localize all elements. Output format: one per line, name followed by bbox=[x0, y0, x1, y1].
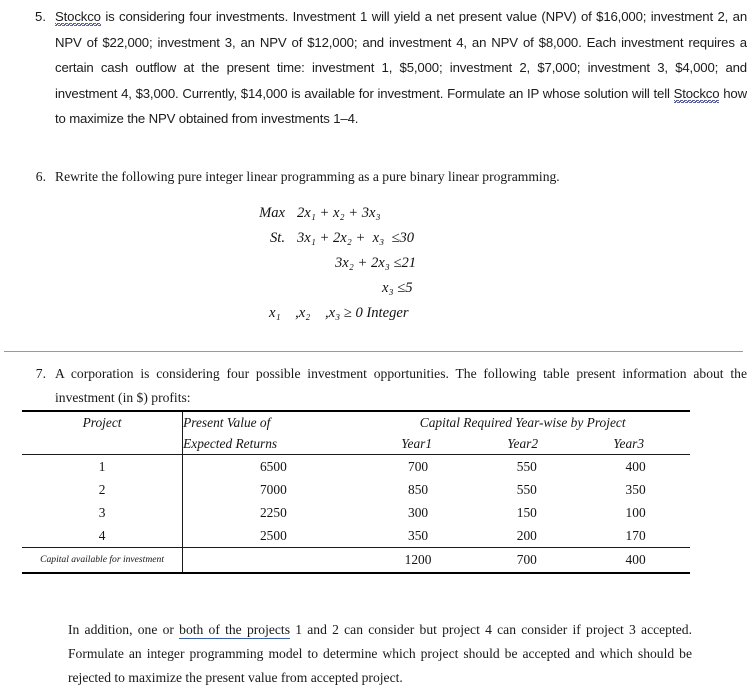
question-5-body bbox=[55, 4, 747, 132]
table-header-row bbox=[22, 411, 690, 455]
question-7-number: 7. bbox=[35, 366, 46, 381]
table-row bbox=[22, 478, 690, 501]
table-header-present-value bbox=[183, 411, 364, 455]
table-footer-present-value bbox=[183, 548, 364, 574]
table-cell-project: 4 bbox=[22, 524, 183, 548]
question-5-text bbox=[55, 4, 747, 132]
table-footer-year3: 400 bbox=[581, 548, 690, 574]
closing-text-part2: 1 and 2 can consider but project 4 can consider if project 3 accepted. Formulate an integer programming model to determine which project should be accepted and which should be rejected to maximize the present value from accepted project. bbox=[68, 622, 692, 685]
closing-text bbox=[68, 618, 692, 690]
table-cell-project: 1 bbox=[22, 455, 183, 479]
table-cell-project: 3 bbox=[22, 501, 183, 524]
question-6-body: Rewrite the following pure integer linear programming as a pure binary linear programming. bbox=[55, 169, 560, 184]
table-cell-present-value: 7000 bbox=[259, 482, 287, 497]
question-7-body bbox=[55, 362, 747, 410]
table-row bbox=[22, 524, 690, 548]
math-row-objective bbox=[0, 205, 747, 230]
math-row-constraint-2 bbox=[0, 255, 747, 280]
section-divider bbox=[4, 351, 743, 352]
question-6 bbox=[0, 166, 747, 187]
table-header-capital-group bbox=[364, 411, 690, 455]
table-header-years bbox=[364, 433, 690, 454]
table-header-year1: Year1 bbox=[401, 436, 433, 451]
table-cell-year1: 300 bbox=[408, 505, 429, 520]
table-header-year2: Year2 bbox=[507, 436, 539, 451]
table-cell-present-value: 2500 bbox=[259, 528, 287, 543]
table-footer-year1: 1200 bbox=[364, 548, 473, 574]
table-cell-year3: 350 bbox=[625, 482, 646, 497]
table-header-project bbox=[22, 411, 183, 455]
table-header-pv-line1: Present Value of bbox=[183, 415, 271, 430]
math-row-constraint-1 bbox=[0, 230, 747, 255]
table-cell-present-value: 2250 bbox=[259, 505, 287, 520]
math-label-st: St. bbox=[270, 230, 285, 246]
table-cell-year2: 550 bbox=[516, 482, 537, 497]
table-row bbox=[22, 501, 690, 524]
table-cell-year1: 850 bbox=[408, 482, 429, 497]
question-7-text: A corporation is considering four possible investment opportunities. The following table present information about the investment (in $) profits: bbox=[55, 366, 747, 405]
table-header-project-label: Project bbox=[82, 415, 122, 430]
table-cell-year2: 150 bbox=[516, 505, 537, 520]
table-footer-row bbox=[22, 548, 690, 574]
table-cell-year2: 200 bbox=[516, 528, 537, 543]
question-5-text-middle: is considering four investments. Investment 1 will yield a net present value (NPV) of $16,000; investment 2, an NPV of $22,000; investment 3, an NPV of $12,000; and investment 4, an NPV of $8,000. Each investment requires a certain cash outflow at the present time: investment 1, $5,000; investment 2, $7,000; investment 3, $4,000; and investment 4, $3,000. Currently, $14,000 is available for investment. Formulate an IP whose solution will tell bbox=[55, 9, 747, 101]
grammarcheck-phrase: both of the projects bbox=[179, 622, 290, 637]
math-expr-nonnegativity: x₁ ,x₂ ,x₃ ≥ 0 Integer bbox=[269, 305, 409, 321]
table-cell-year1: 350 bbox=[408, 528, 429, 543]
question-5-number: 5. bbox=[35, 9, 46, 24]
table-cell-year3: 170 bbox=[625, 528, 646, 543]
question-5 bbox=[0, 4, 747, 132]
math-expr-constraint-2: 3x₂ + 2x₃ ≤21 bbox=[335, 255, 417, 271]
math-row-constraint-3 bbox=[0, 280, 747, 305]
closing-text-part1: In addition, one or bbox=[68, 622, 180, 637]
table-row bbox=[22, 455, 690, 479]
math-expr-constraint-1: 3x₁ + 2x₂ + x₃ ≤30 bbox=[297, 230, 415, 246]
table-footer-year2: 700 bbox=[472, 548, 581, 574]
table-cell-year3: 400 bbox=[581, 455, 690, 479]
math-label-max: Max bbox=[259, 205, 285, 221]
table-cell-year1: 700 bbox=[364, 455, 473, 479]
math-expr-objective: 2x₁ + x₂ + 3x₃ bbox=[297, 205, 381, 221]
table-cell-present-value: 6500 bbox=[183, 455, 364, 479]
math-block bbox=[0, 205, 747, 330]
spellcheck-word-stockco-1: Stockco bbox=[55, 9, 101, 24]
spellcheck-word-stockco-2: Stockco bbox=[673, 85, 720, 101]
question-7 bbox=[0, 362, 747, 410]
table-header-capital-label: Capital Required Year-wise by Project bbox=[419, 415, 626, 430]
math-expr-constraint-3: x₃ ≤5 bbox=[382, 280, 413, 296]
closing-paragraph bbox=[68, 618, 692, 690]
investment-table bbox=[22, 410, 690, 574]
question-6-number: 6. bbox=[35, 169, 46, 184]
table-cell-year2: 550 bbox=[472, 455, 581, 479]
table-cell-year3: 100 bbox=[625, 505, 646, 520]
table-header-year3: Year3 bbox=[613, 436, 645, 451]
table-cell-project: 2 bbox=[22, 478, 183, 501]
table-header-pv-line2: Expected Returns bbox=[183, 436, 278, 451]
question-5-text-end: how to maximize the NPV obtained from investments 1–4. bbox=[55, 85, 747, 127]
math-row-nonnegativity bbox=[0, 305, 747, 330]
table-footer-label: Capital available for investment bbox=[22, 548, 183, 574]
